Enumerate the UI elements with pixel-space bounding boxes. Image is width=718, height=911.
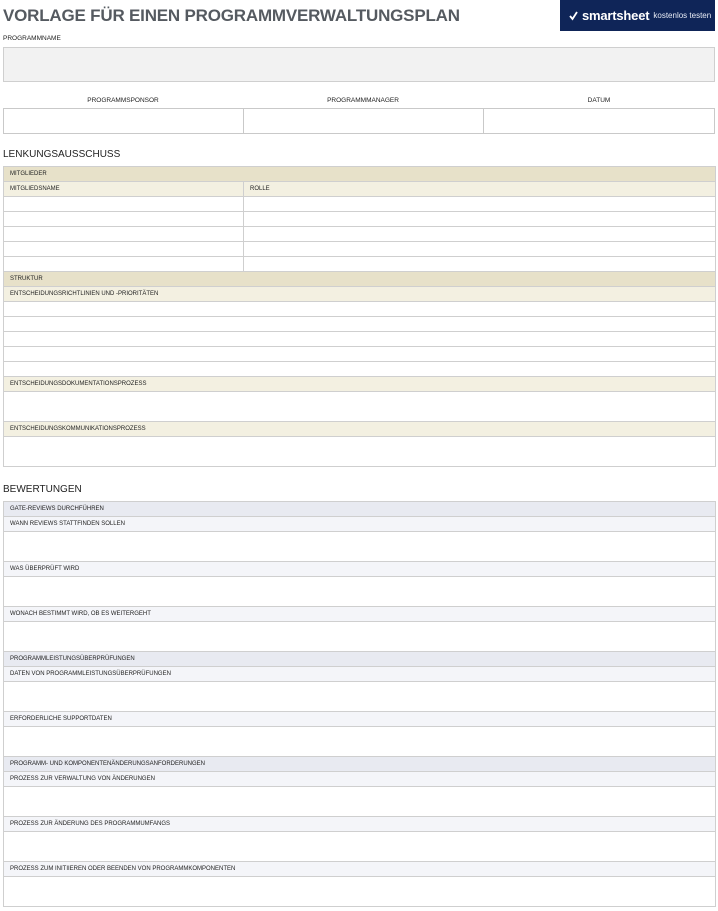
- member-row: [4, 242, 716, 257]
- change-management-label: PROZESS ZUR VERWALTUNG VON ÄNDERUNGEN: [4, 772, 716, 787]
- role-cell[interactable]: [244, 212, 716, 227]
- gate-when-label: WANN REVIEWS STATTFINDEN SOLLEN: [4, 517, 716, 532]
- decision-policies-cell[interactable]: [4, 347, 716, 362]
- change-management-cell[interactable]: [4, 787, 716, 817]
- performance-dates-label: DATEN VON PROGRAMMLEISTUNGSÜBERPRÜFUNGEN: [4, 667, 716, 682]
- decision-communication-label: ENTSCHEIDUNGSKOMMUNIKATIONSPROZESS: [4, 422, 716, 437]
- member-row: [4, 257, 716, 272]
- program-sponsor-field[interactable]: [3, 108, 244, 134]
- member-row: [4, 212, 716, 227]
- decision-communication-cell[interactable]: [4, 437, 716, 467]
- structure-header: STRUKTUR: [4, 272, 716, 287]
- reviews-heading: BEWERTUNGEN: [3, 484, 82, 495]
- role-cell[interactable]: [244, 242, 716, 257]
- performance-dates-cell[interactable]: [4, 682, 716, 712]
- gate-reviews-header: GATE-REVIEWS DURCHFÜHREN: [4, 502, 716, 517]
- date-label: DATUM: [587, 97, 611, 104]
- member-name-cell[interactable]: [4, 257, 244, 272]
- role-cell[interactable]: [244, 227, 716, 242]
- decision-policies-cell[interactable]: [4, 302, 716, 317]
- support-data-cell[interactable]: [4, 727, 716, 757]
- members-header: MITGLIEDER: [4, 167, 716, 182]
- role-cell[interactable]: [244, 257, 716, 272]
- change-requests-header: PROGRAMM- UND KOMPONENTENÄNDERUNGSANFORDERUNGEN: [4, 757, 716, 772]
- program-sponsor-label: PROGRAMMSPONSOR: [87, 97, 159, 104]
- scope-change-cell[interactable]: [4, 832, 716, 862]
- page-title: VORLAGE FÜR EINEN PROGRAMMVERWALTUNGSPLAN: [3, 6, 460, 25]
- program-manager-field[interactable]: [243, 108, 484, 134]
- decision-policies-label: ENTSCHEIDUNGSRICHTLINIEN UND -PRIORITÄTEN: [4, 287, 716, 302]
- member-name-column: MITGLIEDSNAME: [4, 182, 244, 197]
- member-name-cell[interactable]: [4, 212, 244, 227]
- role-cell[interactable]: [244, 197, 716, 212]
- decision-policies-cell[interactable]: [4, 362, 716, 377]
- brand-tagline: kostenlos testen: [653, 11, 712, 20]
- member-name-cell[interactable]: [4, 242, 244, 257]
- program-name-field[interactable]: [3, 47, 715, 82]
- decision-policies-cell[interactable]: [4, 317, 716, 332]
- scope-change-label: PROZESS ZUR ÄNDERUNG DES PROGRAMMUMFANGS: [4, 817, 716, 832]
- steering-committee-heading: LENKUNGSAUSSCHUSS: [3, 149, 121, 160]
- decision-documentation-cell[interactable]: [4, 392, 716, 422]
- program-manager-label: PROGRAMMMANAGER: [327, 97, 399, 104]
- gate-what-label: WAS ÜBERPRÜFT WIRD: [4, 562, 716, 577]
- performance-reviews-header: PROGRAMMLEISTUNGSÜBERPRÜFUNGEN: [4, 652, 716, 667]
- component-change-label: PROZESS ZUM INITIIEREN ODER BEENDEN VON PROGRAMMKOMPONENTEN: [4, 862, 716, 877]
- support-data-label: ERFORDERLICHE SUPPORTDATEN: [4, 712, 716, 727]
- reviews-table: [3, 501, 716, 907]
- gate-how-label: WONACH BESTIMMT WIRD, OB ES WEITERGEHT: [4, 607, 716, 622]
- gate-what-cell[interactable]: [4, 577, 716, 607]
- gate-when-cell[interactable]: [4, 532, 716, 562]
- decision-documentation-label: ENTSCHEIDUNGSDOKUMENTATIONSPROZESS: [4, 377, 716, 392]
- member-row: [4, 197, 716, 212]
- brand-name: smartsheet: [582, 8, 650, 23]
- component-change-cell[interactable]: [4, 877, 716, 907]
- steering-committee-table: [3, 166, 716, 467]
- smartsheet-logo-icon: [569, 11, 578, 21]
- program-name-label: PROGRAMMNAME: [3, 35, 61, 42]
- decision-policies-cell[interactable]: [4, 332, 716, 347]
- member-name-cell[interactable]: [4, 227, 244, 242]
- role-column: ROLLE: [244, 182, 716, 197]
- smartsheet-trial-banner[interactable]: [560, 0, 715, 31]
- gate-how-cell[interactable]: [4, 622, 716, 652]
- date-field[interactable]: [483, 108, 715, 134]
- member-row: [4, 227, 716, 242]
- member-name-cell[interactable]: [4, 197, 244, 212]
